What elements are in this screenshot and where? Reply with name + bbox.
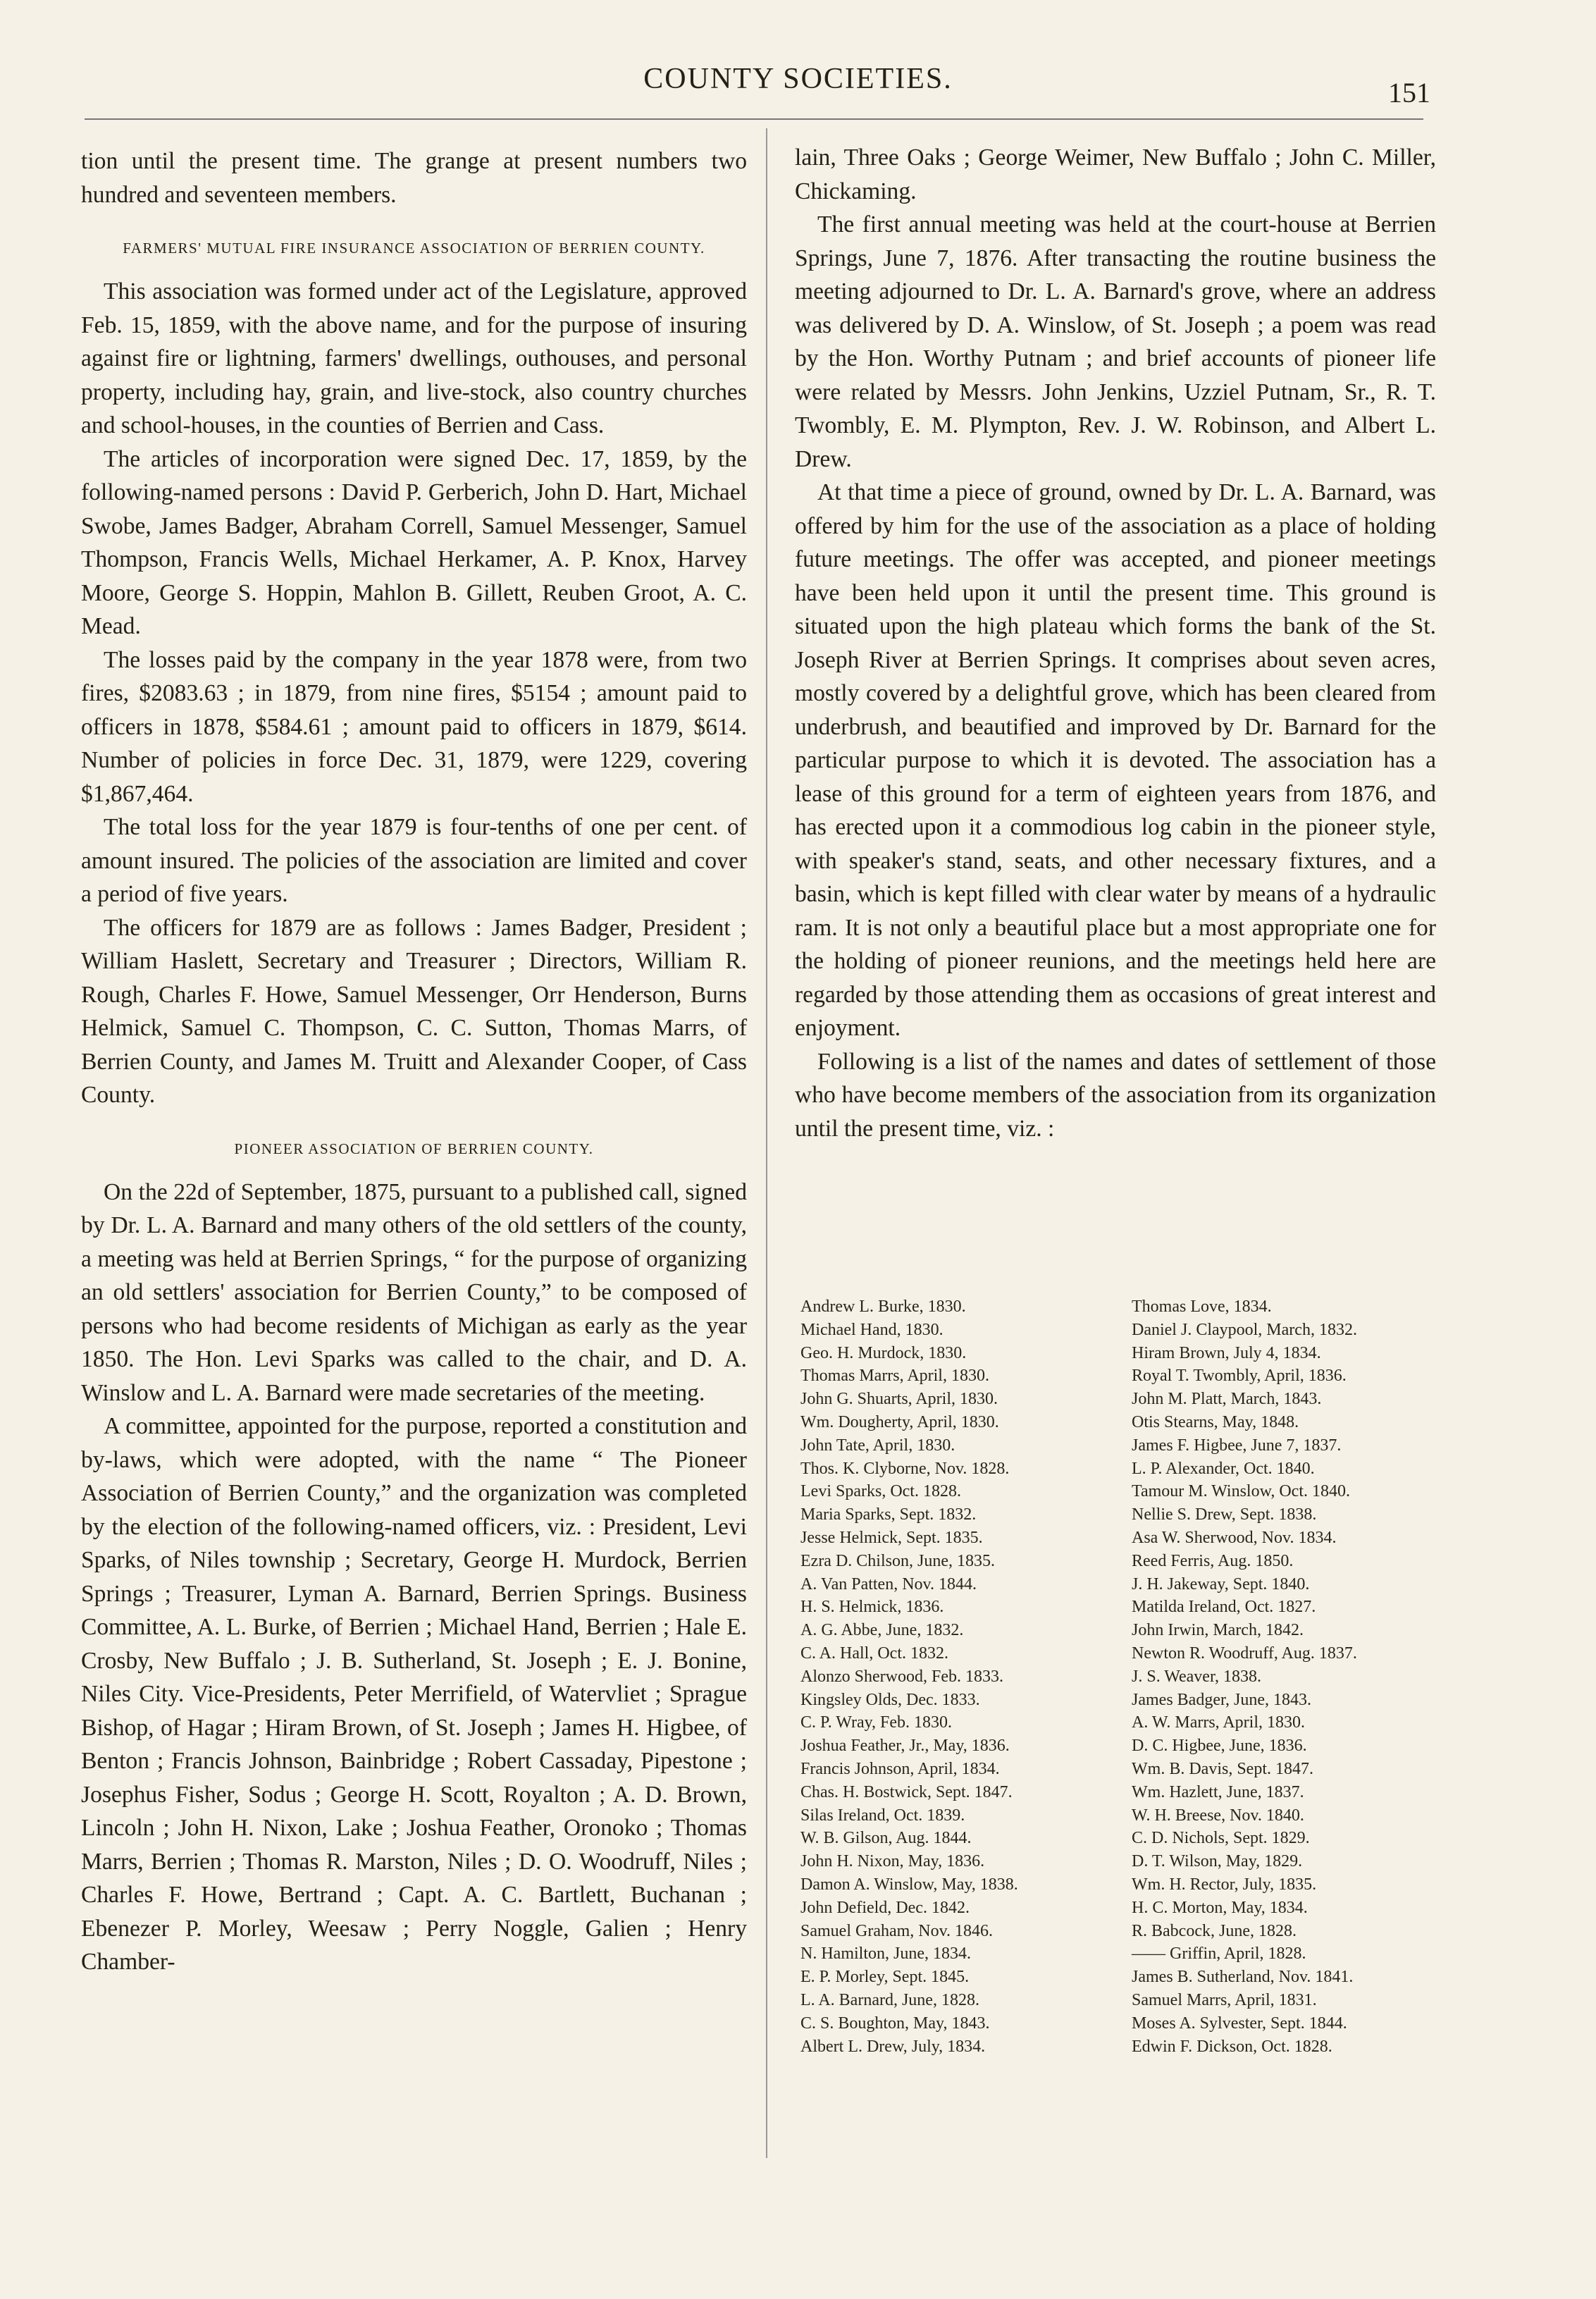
farmers-paragraph: The total loss for the year 1879 is four-tenths of one per cent. of amount insured. The policies of the association are limited and cover a period of five years. [81, 814, 747, 907]
settler-entry: Albert L. Drew, July, 1834. [800, 2037, 986, 2056]
settler-entry: John Defield, Dec. 1842. [800, 1898, 970, 1917]
settler-entry: John Irwin, March, 1842. [1132, 1621, 1304, 1640]
settler-entry: Newton R. Woodruff, Aug. 1837. [1132, 1644, 1357, 1663]
settler-entry: Levi Sparks, Oct. 1828. [800, 1482, 961, 1501]
settler-entry: C. D. Nichols, Sept. 1829. [1132, 1829, 1310, 1848]
farmers-paragraph: The officers for 1879 are as follows : James Badger, President ; William Haslett, Secretary and Treasurer ; Directors, William R. Rough, Charles F. Howe, Samuel Messenger, Orr Henderson, Burns Helmick, Samuel C. Thompson, C. C. Sutton, Thomas Marrs, of Berrien County, and James M. Truitt and Alexander Cooper, of Cass County. [81, 914, 747, 1108]
farmers-association-heading: FARMERS' MUTUAL FIRE INSURANCE ASSOCIATION OF BERRIEN COUNTY. [123, 240, 705, 257]
settler-entry: Wm. Hazlett, June, 1837. [1132, 1782, 1304, 1801]
settler-entry: A. Van Patten, Nov. 1844. [800, 1574, 977, 1594]
farmers-paragraph: This association was formed under act of the Legislature, approved Feb. 15, 1859, with the above name, and for the purpose of insuring against fire or lightning, farmers' dwellings, outhouses, and personal property, including hay, grain, and live-stock, also country churches and school-houses, in the counties of Berrien and Cass. [81, 278, 747, 438]
settler-entry: John Tate, April, 1830. [800, 1436, 955, 1455]
settler-entry: R. Babcock, June, 1828. [1132, 1921, 1297, 1940]
settler-entry: Francis Johnson, April, 1834. [800, 1759, 1000, 1778]
settler-entry: Thomas Marrs, April, 1830. [800, 1367, 989, 1386]
settler-entry: Damon A. Winslow, May, 1838. [800, 1875, 1018, 1894]
settler-entry: John M. Platt, March, 1843. [1132, 1390, 1322, 1409]
settler-entry: Wm. H. Rector, July, 1835. [1132, 1875, 1317, 1894]
settler-entry: Geo. H. Murdock, 1830. [800, 1343, 967, 1362]
continued-paragraph: lain, Three Oaks ; George Weimer, New Buffalo ; John C. Miller, Chickaming. [795, 144, 1436, 204]
settler-entry: L. A. Barnard, June, 1828. [800, 1990, 979, 2009]
settler-entry: J. S. Weaver, 1838. [1132, 1667, 1261, 1686]
settler-entry: Edwin F. Dickson, Oct. 1828. [1132, 2037, 1332, 2056]
running-head: COUNTY SOCIETIES. [643, 63, 953, 95]
settler-entry: John H. Nixon, May, 1836. [800, 1852, 985, 1871]
settlers-list-right [1132, 1295, 1435, 2058]
settler-entry: John G. Shuarts, April, 1830. [800, 1390, 998, 1409]
settler-entry: A. W. Marrs, April, 1830. [1132, 1713, 1305, 1732]
settler-entry: A. G. Abbe, June, 1832. [800, 1621, 964, 1640]
settler-entry: Tamour M. Winslow, Oct. 1840. [1132, 1482, 1350, 1501]
pioneer-paragraph: A committee, appointed for the purpose, reported a constitution and by-laws, which were adopted, with the name “ The Pioneer Association of Berrien County,” and the organization was completed by the election of the following-named officers, viz. : President, Levi Sparks, of Niles township ; Secretary, George H. Murdock, Berrien Springs ; Treasurer, Lyman A. Barnard, Berrien Springs. Business Committee, A. L. Burke, of Berrien ; Michael Hand, Berrien ; Hale E. Crosby, New Buffalo ; J. B. Sutherland, St. Joseph ; E. J. Bonine, Niles City. Vice-Presidents, Peter Merrifield, of Watervliet ; Sprague Bishop, of Hagar ; Hiram Brown, of St. Joseph ; James H. Higbee, of Benton ; Francis Johnson, Bainbridge ; Robert Cassaday, Pipestone ; Josephus Fisher, Sodus ; George H. Scott, Royalton ; A. D. Brown, Lincoln ; John H. Nixon, Lake ; Joshua Feather, Oronoko ; Thomas Marrs, Berrien ; Thomas R. Marston, Niles ; D. O. Woodruff, Niles ; Charles F. Howe, Bertrand ; Capt. A. C. Bartlett, Buchanan ; Ebenezer P. Morley, Weesaw ; Perry Noggle, Galien ; Henry Chamber- [81, 1413, 747, 1975]
settler-entry: D. T. Wilson, May, 1829. [1132, 1852, 1303, 1871]
settler-entry: Wm. Dougherty, April, 1830. [800, 1412, 999, 1431]
farmers-paragraph: The articles of incorporation were signed Dec. 17, 1859, by the following-named persons : David P. Gerberich, John D. Hart, Michael Swobe, James Badger, Abraham Correll, Samuel Messenger, Samuel Thompson, Francis Wells, Michael Herkamer, A. P. Knox, Harvey Moore, George S. Hoppin, Mahlon B. Gillett, Reuben Groot, A. C. Mead. [81, 445, 747, 639]
settler-entry: H. C. Morton, May, 1834. [1132, 1898, 1308, 1917]
settler-entry: Alonzo Sherwood, Feb. 1833. [800, 1667, 1003, 1686]
settler-entry: N. Hamilton, June, 1834. [800, 1944, 971, 1964]
settler-entry: Andrew L. Burke, 1830. [800, 1298, 966, 1316]
right-column [795, 141, 1436, 1145]
settler-entry: Samuel Marrs, April, 1831. [1132, 1990, 1317, 2009]
first-meeting-paragraph: The first annual meeting was held at the court-house at Berrien Springs, June 7, 1876. After transacting the routine business the meeting adjourned to Dr. L. A. Barnard's grove, where an address was delivered by D. A. Winslow, of St. Joseph ; a poem was read by the Hon. Worthy Putnam ; and brief accounts of pioneer life were related by Messrs. John Jenkins, Uzziel Putnam, Sr., R. T. Twombly, E. M. Plympton, Rev. J. W. Robinson, and Albert L. Drew. [795, 211, 1436, 472]
pioneer-association-heading: PIONEER ASSOCIATION OF BERRIEN COUNTY. [234, 1140, 594, 1157]
column-divider [766, 128, 767, 2158]
intro-paragraph: tion until the present time. The grange at present numbers two hundred and seventeen members. [81, 148, 747, 208]
settler-entry: Jesse Helmick, Sept. 1835. [800, 1528, 983, 1547]
settler-entry: Michael Hand, 1830. [800, 1320, 944, 1339]
settlers-list-left [800, 1295, 1132, 2058]
grounds-paragraph: At that time a piece of ground, owned by Dr. L. A. Barnard, was offered by him for the use of the association as a place of holding future meetings. The offer was accepted, and pioneer meetings have been held upon it until the present time. This ground is situated upon the high plateau which forms the bank of the St. Joseph River at Berrien Springs. It comprises about seven acres, mostly covered by a delightful grove, which has been cleared from underbrush, and beautified and improved by Dr. Barnard for the particular purpose to which it is devoted. The association has a lease of this ground for a term of eighteen years from 1876, and has erected upon it a commodious log cabin in the pioneer style, with speaker's stand, seats, and other necessary fixtures, and a basin, which is kept filled with clear water by means of a hydraulic ram. It is not only a beautiful place but a most appropriate one for the holding of pioneer reunions, and the meetings held here are regarded by those attending them as occasions of great interest and enjoyment. [795, 479, 1436, 1041]
settler-entry: Thos. K. Clyborne, Nov. 1828. [800, 1459, 1010, 1478]
settler-entry: Reed Ferris, Aug. 1850. [1132, 1551, 1294, 1570]
pioneer-paragraph: On the 22d of September, 1875, pursuant to a published call, signed by Dr. L. A. Barnard and many others of the old settlers of the county, a meeting was held at Berrien Springs, “ for the purpose of organizing an old settlers' association for Berrien County,” to be composed of persons who had become residents of Michigan as early as the year 1850. The Hon. Levi Sparks was called to the chair, and D. A. Winslow and L. A. Barnard were made secretaries of the meeting. [81, 1178, 747, 1406]
settler-entry: Daniel J. Claypool, March, 1832. [1132, 1320, 1357, 1339]
settlers-list [800, 1295, 1435, 2058]
settler-entry: H. S. Helmick, 1836. [800, 1598, 944, 1617]
settler-entry: Matilda Ireland, Oct. 1827. [1132, 1598, 1316, 1617]
settler-entry: James F. Higbee, June 7, 1837. [1132, 1436, 1342, 1455]
header-rule [85, 118, 1423, 120]
settler-entry: Kingsley Olds, Dec. 1833. [800, 1690, 980, 1709]
settler-entry: James Badger, June, 1843. [1132, 1690, 1311, 1709]
settler-entry: Chas. H. Bostwick, Sept. 1847. [800, 1782, 1013, 1801]
settler-entry: —— Griffin, April, 1828. [1132, 1944, 1306, 1964]
settler-entry: Maria Sparks, Sept. 1832. [800, 1505, 977, 1524]
settler-entry: J. H. Jakeway, Sept. 1840. [1132, 1574, 1310, 1594]
settler-entry: D. C. Higbee, June, 1836. [1132, 1737, 1307, 1756]
settler-entry: Joshua Feather, Jr., May, 1836. [800, 1737, 1010, 1756]
settler-entry: Hiram Brown, July 4, 1834. [1132, 1343, 1321, 1362]
settler-entry: C. S. Boughton, May, 1843. [800, 2014, 990, 2033]
settler-entry: Royal T. Twombly, April, 1836. [1132, 1367, 1347, 1386]
left-column [81, 144, 747, 1979]
settler-entry: C. P. Wray, Feb. 1830. [800, 1713, 953, 1732]
settler-entry: W. B. Gilson, Aug. 1844. [800, 1829, 972, 1848]
settler-entry: L. P. Alexander, Oct. 1840. [1132, 1459, 1315, 1478]
settler-entry: Nellie S. Drew, Sept. 1838. [1132, 1505, 1317, 1524]
farmers-paragraph: The losses paid by the company in the year 1878 were, from two fires, $2083.63 ; in 1879, from nine fires, $5154 ; amount paid to officers in 1878, $584.61 ; amount paid to officers in 1879, $614. Number of policies in force Dec. 31, 1879, were 1229, covering $1,867,464. [81, 646, 747, 807]
settler-entry: Otis Stearns, May, 1848. [1132, 1412, 1299, 1431]
settler-entry: Samuel Graham, Nov. 1846. [800, 1921, 994, 1940]
settler-entry: Moses A. Sylvester, Sept. 1844. [1132, 2014, 1347, 2033]
settler-entry: Wm. B. Davis, Sept. 1847. [1132, 1759, 1313, 1778]
settler-entry: Silas Ireland, Oct. 1839. [800, 1806, 965, 1825]
settler-entry: E. P. Morley, Sept. 1845. [800, 1968, 970, 1987]
settler-entry: C. A. Hall, Oct. 1832. [800, 1644, 948, 1663]
settler-entry: James B. Sutherland, Nov. 1841. [1132, 1968, 1354, 1987]
member-list-intro: Following is a list of the names and dates of settlement of those who have become members of the association from its organization until the present time, viz. : [795, 1048, 1436, 1142]
settler-entry: Thomas Love, 1834. [1132, 1298, 1272, 1316]
settler-entry: W. H. Breese, Nov. 1840. [1132, 1806, 1304, 1825]
page-number: 151 [1388, 77, 1430, 109]
settler-entry: Asa W. Sherwood, Nov. 1834. [1132, 1528, 1337, 1547]
settler-entry: Ezra D. Chilson, June, 1835. [800, 1551, 995, 1570]
